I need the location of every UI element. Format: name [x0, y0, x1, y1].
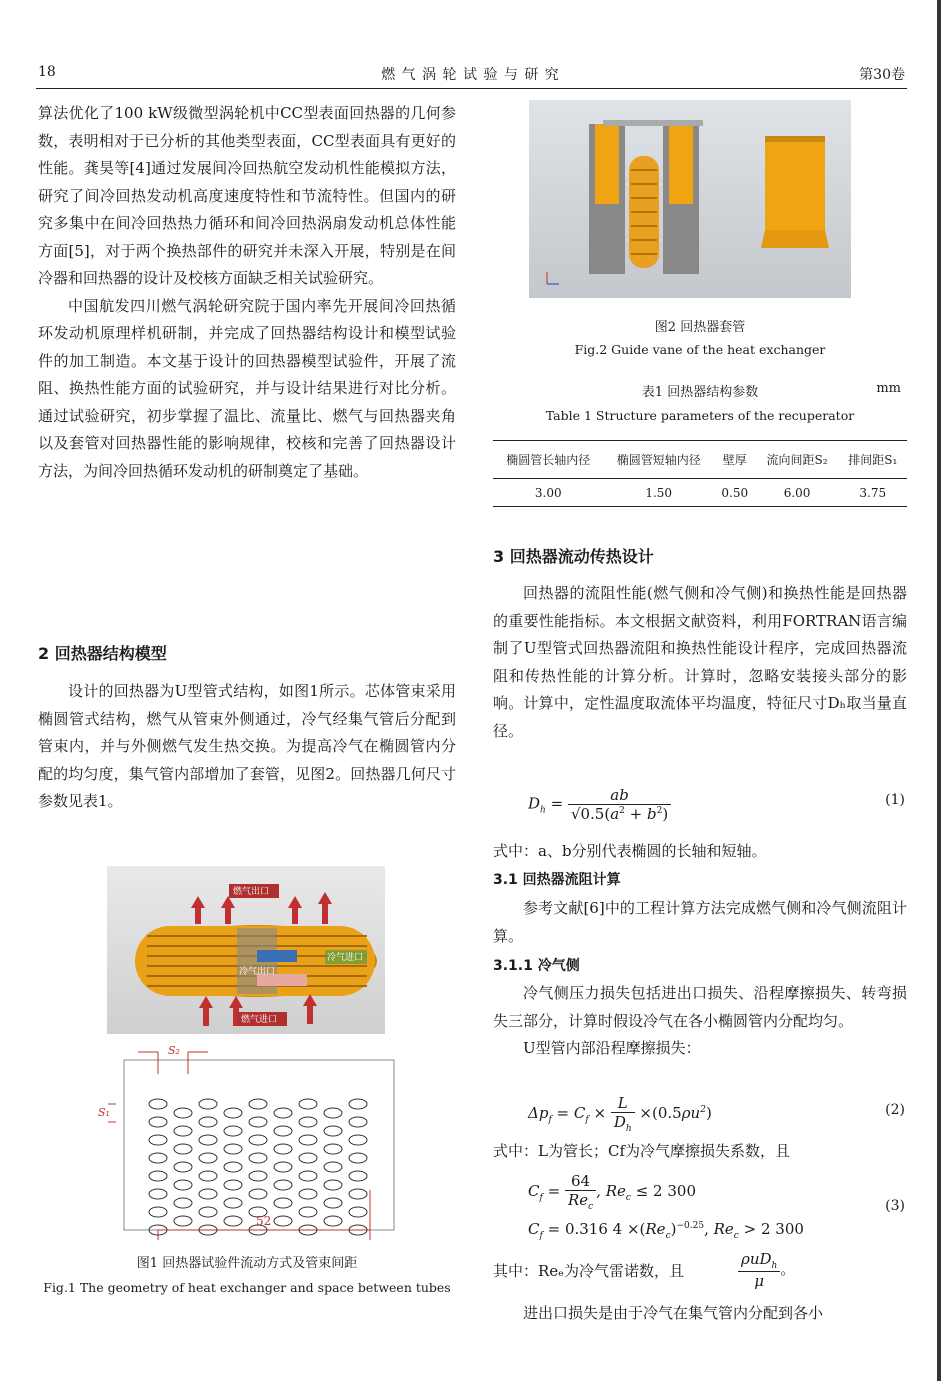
tube-ellipse [224, 1108, 242, 1118]
tube-ellipse [249, 1189, 267, 1199]
tube-ellipse [149, 1189, 167, 1199]
tube-ellipse [324, 1144, 342, 1154]
table-row [493, 479, 907, 507]
tube-ellipse [174, 1108, 192, 1118]
table-cell: 3.75 [859, 485, 887, 500]
table-header-cell: 椭圆管短轴内径 [616, 453, 701, 467]
tube-ellipse [349, 1189, 367, 1199]
tube-ellipse [199, 1207, 217, 1217]
tube-ellipse [249, 1171, 267, 1181]
tube-array-diagram [98, 1040, 408, 1245]
page-number: 18 [38, 64, 56, 80]
table-header-cell: 排间距S₁ [848, 453, 898, 467]
tube-ellipse [149, 1153, 167, 1163]
right-column-6 [493, 1258, 743, 1286]
tube-ellipse [199, 1189, 217, 1199]
tube-ellipse [299, 1153, 317, 1163]
left-column [38, 100, 456, 485]
figure-1-caption-cn: 图1 回热器试验件流动方式及管束间距 [136, 1256, 358, 1271]
tube-ellipse [174, 1198, 192, 1208]
tube-ellipse [224, 1198, 242, 1208]
figure-1-render [107, 866, 385, 1034]
paragraph-11: 进出口损失是由于冷气在集气管内分配到各小 [523, 1304, 824, 1322]
equation-2-number: (2) [885, 1102, 905, 1118]
tube-ellipse [224, 1180, 242, 1190]
tube-ellipse [174, 1216, 192, 1226]
tube-ellipse [199, 1135, 217, 1145]
tube-ellipse [274, 1180, 292, 1190]
tube-ellipse [174, 1180, 192, 1190]
tube-ellipse [299, 1117, 317, 1127]
tube-ellipse [299, 1135, 317, 1145]
equation-3-number: (3) [885, 1198, 905, 1214]
equation-4: $\frac{\rho uD_h}{\mu}$ 。 [738, 1250, 795, 1290]
paragraph-2: 中国航发四川燃气涡轮研究院于国内率先开展间冷回热循环发动机原理样机研制，并完成了回热器结构设计和模型试验件的加工制造。本文基于设计的回热器模型试验件，开展了流阻、换热性能方面的试验研究，并与设计结果进行对比分析。通过试验研究，初步掌握了温比、流量比、燃气与回热器夹角以及套管对回热器性能的影响规律，校核和完善了回热器设计方法，为间冷回热循环发动机的研制奠定了基础。 [38, 296, 456, 480]
tube-ellipse [274, 1108, 292, 1118]
tube-ellipse [224, 1216, 242, 1226]
figure-2-caption-en: Fig.2 Guide vane of the heat exchanger [574, 342, 826, 357]
paragraph-5: 式中：a、b分别代表椭圆的长轴和短轴。 [493, 842, 767, 860]
tube-ellipse [324, 1162, 342, 1172]
table-header-cell: 流向间距S₂ [766, 453, 828, 467]
tube-ellipse [149, 1099, 167, 1109]
sleeve-render [529, 100, 851, 298]
journal-title: 燃 气 涡 轮 试 验 与 研 究 [381, 67, 560, 83]
right-column-7 [493, 1300, 907, 1328]
label-cold-in: 冷气进口 [327, 953, 364, 963]
table-cell: 0.50 [721, 485, 749, 500]
tube-ellipse [174, 1126, 192, 1136]
tube-ellipse [349, 1135, 367, 1145]
table-header-cell: 壁厚 [722, 453, 747, 467]
right-column-5 [493, 1138, 907, 1166]
tube-ellipse [274, 1198, 292, 1208]
table-cell: 6.00 [783, 485, 811, 500]
equation-3a: $C_f$ = $\frac{64}{Re_c}$ , $Re_c \le 2$ 300 [528, 1172, 696, 1212]
tube-ellipse [149, 1117, 167, 1127]
tube-ellipse [149, 1171, 167, 1181]
figure-2-render [529, 100, 851, 298]
table-1-unit: mm [876, 381, 901, 396]
equation-1: $D_h$ = $\frac{ab}{√0.5(a^2 + b^2)}$ [528, 786, 671, 823]
header-rule [36, 88, 907, 89]
tube-ellipse [324, 1126, 342, 1136]
tube-ellipse [199, 1171, 217, 1181]
table-cell: 3.00 [534, 485, 562, 500]
tube-ellipse [249, 1117, 267, 1127]
label-s2: S₂ [168, 1044, 180, 1057]
tube-ellipse [274, 1162, 292, 1172]
table-header-row [493, 441, 907, 479]
figure-1-caption-en: Fig.1 The geometry of heat exchanger and space between tubes [43, 1280, 451, 1295]
label-gas-in: 燃气进口 [241, 1015, 278, 1025]
tube-ellipse [149, 1135, 167, 1145]
paragraph-7: 冷气侧压力损失包括进出口损失、沿程摩擦损失、转弯损失三部分，计算时假设冷气在各小椭圆管内分配均匀。 [493, 984, 907, 1030]
volume-label: 第30卷 [859, 67, 905, 83]
tube-ellipse [299, 1099, 317, 1109]
paragraph-3: 设计的回热器为U型管式结构，如图1所示。芯体管束采用椭圆管式结构，燃气从管束外侧通过，冷气经集气管后分配到管束内，并与外侧燃气发生热交换。为提高冷气在椭圆管内分配的均匀度，集气管内部增加了套管，见图2。回热器几何尺寸参数见表1。 [38, 682, 456, 810]
right-column-1 [493, 580, 907, 745]
tube-ellipse [349, 1099, 367, 1109]
tube-ellipse [299, 1207, 317, 1217]
label-gas-out: 燃气出口 [233, 887, 270, 897]
tube-ellipse [224, 1126, 242, 1136]
tube-ellipse [274, 1144, 292, 1154]
tube-ellipse [324, 1108, 342, 1118]
equation-2: $\Delta p_f = C_f$ × $\frac{L}{D_h}$ $\times(0.5\rho u^2)$ [528, 1094, 712, 1134]
right-column-4 [493, 980, 907, 1063]
paragraph-4: 回热器的流阻性能(燃气侧和冷气侧)和换热性能是回热器的重要性能指标。本文根据文献资料，利用FORTRAN语言编制了U型管式回热器流阻和换热性能设计程序，完成回热器流阻和传热性能的计算分析。计算时，忽略安装接头部分的影响。计算中，定性温度取流体平均温度，特征尺寸Dₕ取当量直径。 [493, 584, 907, 740]
section-3-1-heading: 3.1 回热器流阻计算 [493, 872, 621, 888]
tube-ellipse [274, 1216, 292, 1226]
left-column-2 [38, 678, 456, 816]
tube-ellipse [224, 1162, 242, 1172]
paragraph-8: U型管内部沿程摩擦损失： [523, 1039, 701, 1057]
table-1-title-en: Table 1 Structure parameters of the recuperator [545, 408, 855, 423]
label-dimension: 52 [256, 1214, 272, 1228]
page-edge [937, 0, 941, 1381]
figure-1-tube-layout [98, 1040, 408, 1245]
tube-ellipse [224, 1144, 242, 1154]
paragraph-1: 算法优化了100 kW级微型涡轮机中CC型表面回热器的几何参数，表明相对于已分析的其他类型表面，CC型表面具有更好的性能。龚昊等[4]通过发展间冷回热航空发动机性能模拟方法，研究了间冷回热发动机高度速度特性和节流特性。但国内的研究多集中在间冷回热热力循环和间冷回热涡扇发动机总体性能方面[5]，对于两个换热部件的研究并未深入开展，特别是在间冷器和回热器的设计及校核方面缺乏相关试验研究。 [38, 104, 456, 287]
tube-ellipse [199, 1153, 217, 1163]
section-3-1-1-heading: 3.1.1 冷气侧 [493, 958, 580, 974]
label-s1: S₁ [98, 1106, 110, 1119]
table-header-cell: 椭圆管长轴内径 [506, 453, 591, 467]
tube-ellipse [249, 1153, 267, 1163]
right-column-2 [493, 838, 907, 866]
tube-ellipse [349, 1153, 367, 1163]
tube-ellipse [349, 1171, 367, 1181]
label-cold-out: 冷气出口 [239, 967, 276, 977]
paragraph-6: 参考文献[6]中的工程计算方法完成燃气侧和冷气侧流阻计算。 [493, 899, 907, 945]
tube-ellipse [274, 1126, 292, 1136]
tube-ellipse [349, 1207, 367, 1217]
tube-ellipse [249, 1099, 267, 1109]
tube-ellipse [324, 1180, 342, 1190]
tube-ellipse [299, 1171, 317, 1181]
right-column-3 [493, 895, 907, 950]
tube-ellipse [199, 1117, 217, 1127]
table-1-title-cn: 表1 回热器结构参数 [641, 385, 759, 400]
tube-ellipse [174, 1144, 192, 1154]
tube-ellipse [324, 1216, 342, 1226]
paragraph-9: 式中：L为管长；Cf为冷气摩擦损失系数，且 [493, 1142, 790, 1160]
section-2-heading: 2 回热器结构模型 [38, 644, 167, 663]
section-3-heading: 3 回热器流动传热设计 [493, 547, 654, 566]
tube-ellipse [299, 1189, 317, 1199]
tube-ellipse [149, 1207, 167, 1217]
tube-ellipse [349, 1117, 367, 1127]
tube-ellipse [249, 1135, 267, 1145]
tube-ellipse [174, 1162, 192, 1172]
table-cell: 1.50 [645, 485, 673, 500]
figure-2-caption-cn: 图2 回热器套管 [654, 320, 746, 335]
table-1 [493, 440, 907, 507]
tube-ellipse [199, 1099, 217, 1109]
paragraph-10: 其中：Reₑ为冷气雷诺数，且 [493, 1262, 684, 1280]
equation-1-number: (1) [885, 792, 905, 808]
tube-ellipse [324, 1198, 342, 1208]
equation-3b: $C_f = 0.316$ $4 \times(Re_c)^{-0.25}$, $Re_c > 2$ 300 [528, 1220, 804, 1241]
